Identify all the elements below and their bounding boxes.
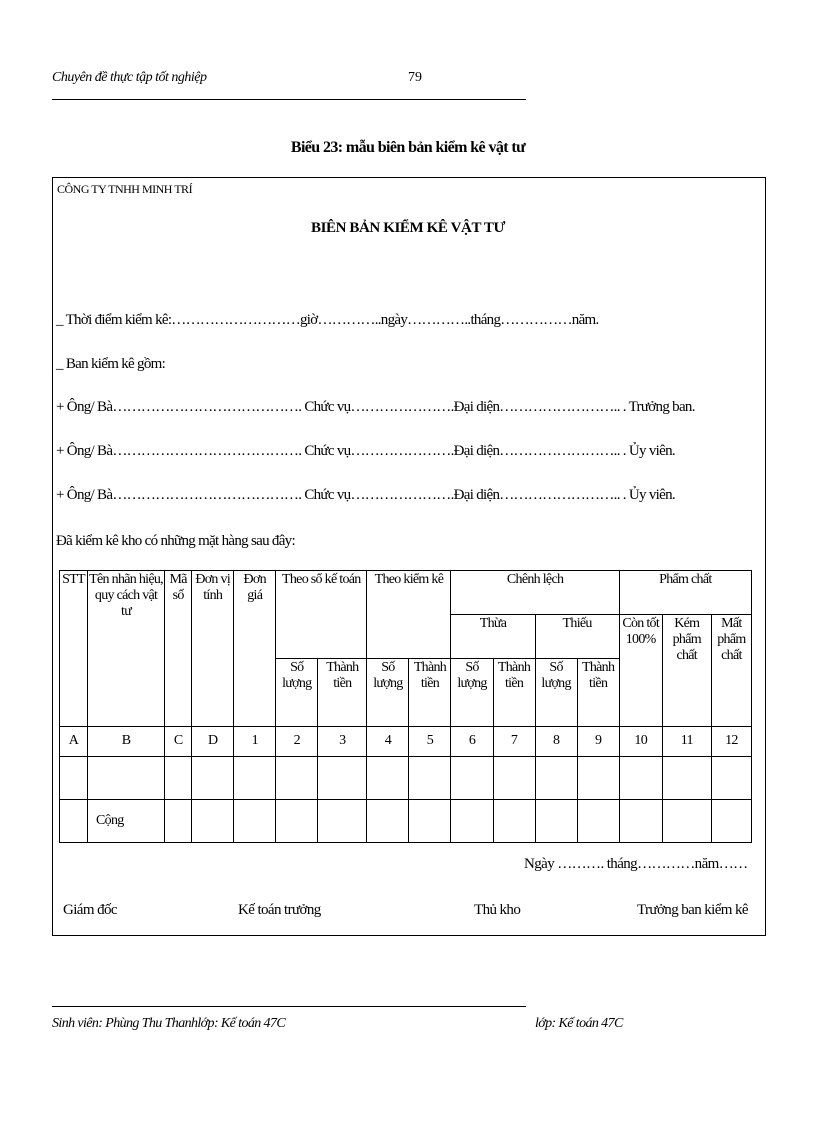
index-cell: 7	[493, 727, 535, 757]
inventory-intro: Đã kiểm kê kho có những mặt hàng sau đây:	[56, 533, 295, 549]
col-header-name: Tên nhãn hiệu, quy cách vật tư	[88, 571, 165, 727]
col-header-books: Theo sổ kế toán	[276, 571, 367, 659]
header-rule	[52, 99, 526, 100]
committee-member: + Ông/ Bà…………………………………. Chức vụ………………….Đại diện…………………….. . Trưởng ban.	[56, 399, 695, 415]
col-header-stt: STT	[60, 571, 88, 727]
footer-class: lớp: Kế toán 47C	[535, 1016, 623, 1031]
total-row	[60, 800, 752, 843]
page-number: 79	[408, 70, 422, 85]
index-cell: 6	[451, 727, 493, 757]
index-cell: 12	[711, 727, 751, 757]
col-header-good: Còn tốt 100%	[619, 615, 662, 727]
inventory-table	[59, 570, 752, 843]
signature-committee-head: Trưởng ban kiểm kê	[637, 902, 748, 918]
index-cell: 9	[577, 727, 619, 757]
index-cell: 5	[409, 727, 451, 757]
committee-member: + Ông/ Bà…………………………………. Chức vụ………………….Đại diện…………………….. . Ủy viên.	[56, 443, 675, 459]
index-cell: D	[192, 727, 234, 757]
footer-student: Sinh viên: Phùng Thu Thanhlớp: Kế toán 47C	[52, 1016, 286, 1031]
col-header-price: Đơn giá	[234, 571, 276, 727]
signature-chief-accountant: Kế toán trưởng	[238, 902, 321, 918]
signature-storekeeper: Thủ kho	[474, 902, 521, 918]
committee-member: + Ông/ Bà…………………………………. Chức vụ………………….Đại diện…………………….. . Ủy viên.	[56, 487, 675, 503]
index-cell: 2	[276, 727, 318, 757]
col-header-amount: Thành tiền	[493, 659, 535, 727]
col-header-qty: Số lượng	[451, 659, 493, 727]
col-header-lost: Mất phẩm chất	[711, 615, 751, 727]
col-header-amount: Thành tiền	[409, 659, 451, 727]
col-header-diff: Chênh lệch	[451, 571, 619, 615]
company-name: CÔNG TY TNHH MINH TRÍ	[57, 182, 193, 196]
date-line: Ngày ………. tháng…………năm……	[524, 856, 748, 872]
col-header-unit: Đơn vị tính	[192, 571, 234, 727]
index-cell: 8	[535, 727, 577, 757]
inventory-time-line: _ Thời điểm kiểm kê:………………………giờ…………..ngày…………..tháng……………năm.	[56, 312, 599, 328]
index-cell: B	[88, 727, 165, 757]
col-header-code: Mã số	[165, 571, 192, 727]
figure-caption: Biểu 23: mẫu biên bản kiểm kê vật tư	[290, 139, 526, 156]
col-header-qty: Số lượng	[276, 659, 318, 727]
empty-row	[60, 757, 752, 800]
signature-director: Giám đốc	[63, 902, 117, 918]
index-cell: C	[165, 727, 192, 757]
index-cell: 4	[367, 727, 409, 757]
col-header-poor: Kém phẩm chất	[662, 615, 711, 727]
header-title: Chuyên đề thực tập tốt nghiệp	[52, 70, 207, 85]
footer-rule	[52, 1006, 526, 1007]
total-label: Cộng	[88, 800, 165, 843]
form-title: BIÊN BẢN KIỂM KÊ VẬT TƯ	[310, 220, 506, 236]
index-cell: 11	[662, 727, 711, 757]
col-header-count: Theo kiểm kê	[367, 571, 451, 659]
index-cell: 1	[234, 727, 276, 757]
col-header-quality: Phẩm chất	[619, 571, 751, 615]
col-header-surplus: Thừa	[451, 615, 535, 659]
index-cell: A	[60, 727, 88, 757]
col-header-qty: Số lượng	[535, 659, 577, 727]
col-header-amount: Thành tiền	[318, 659, 367, 727]
committee-label: _ Ban kiểm kê gồm:	[56, 356, 166, 372]
col-header-shortage: Thiếu	[535, 615, 619, 659]
index-cell: 10	[619, 727, 662, 757]
col-header-qty: Số lượng	[367, 659, 409, 727]
column-index-row	[60, 727, 752, 757]
col-header-amount: Thành tiền	[577, 659, 619, 727]
index-cell: 3	[318, 727, 367, 757]
